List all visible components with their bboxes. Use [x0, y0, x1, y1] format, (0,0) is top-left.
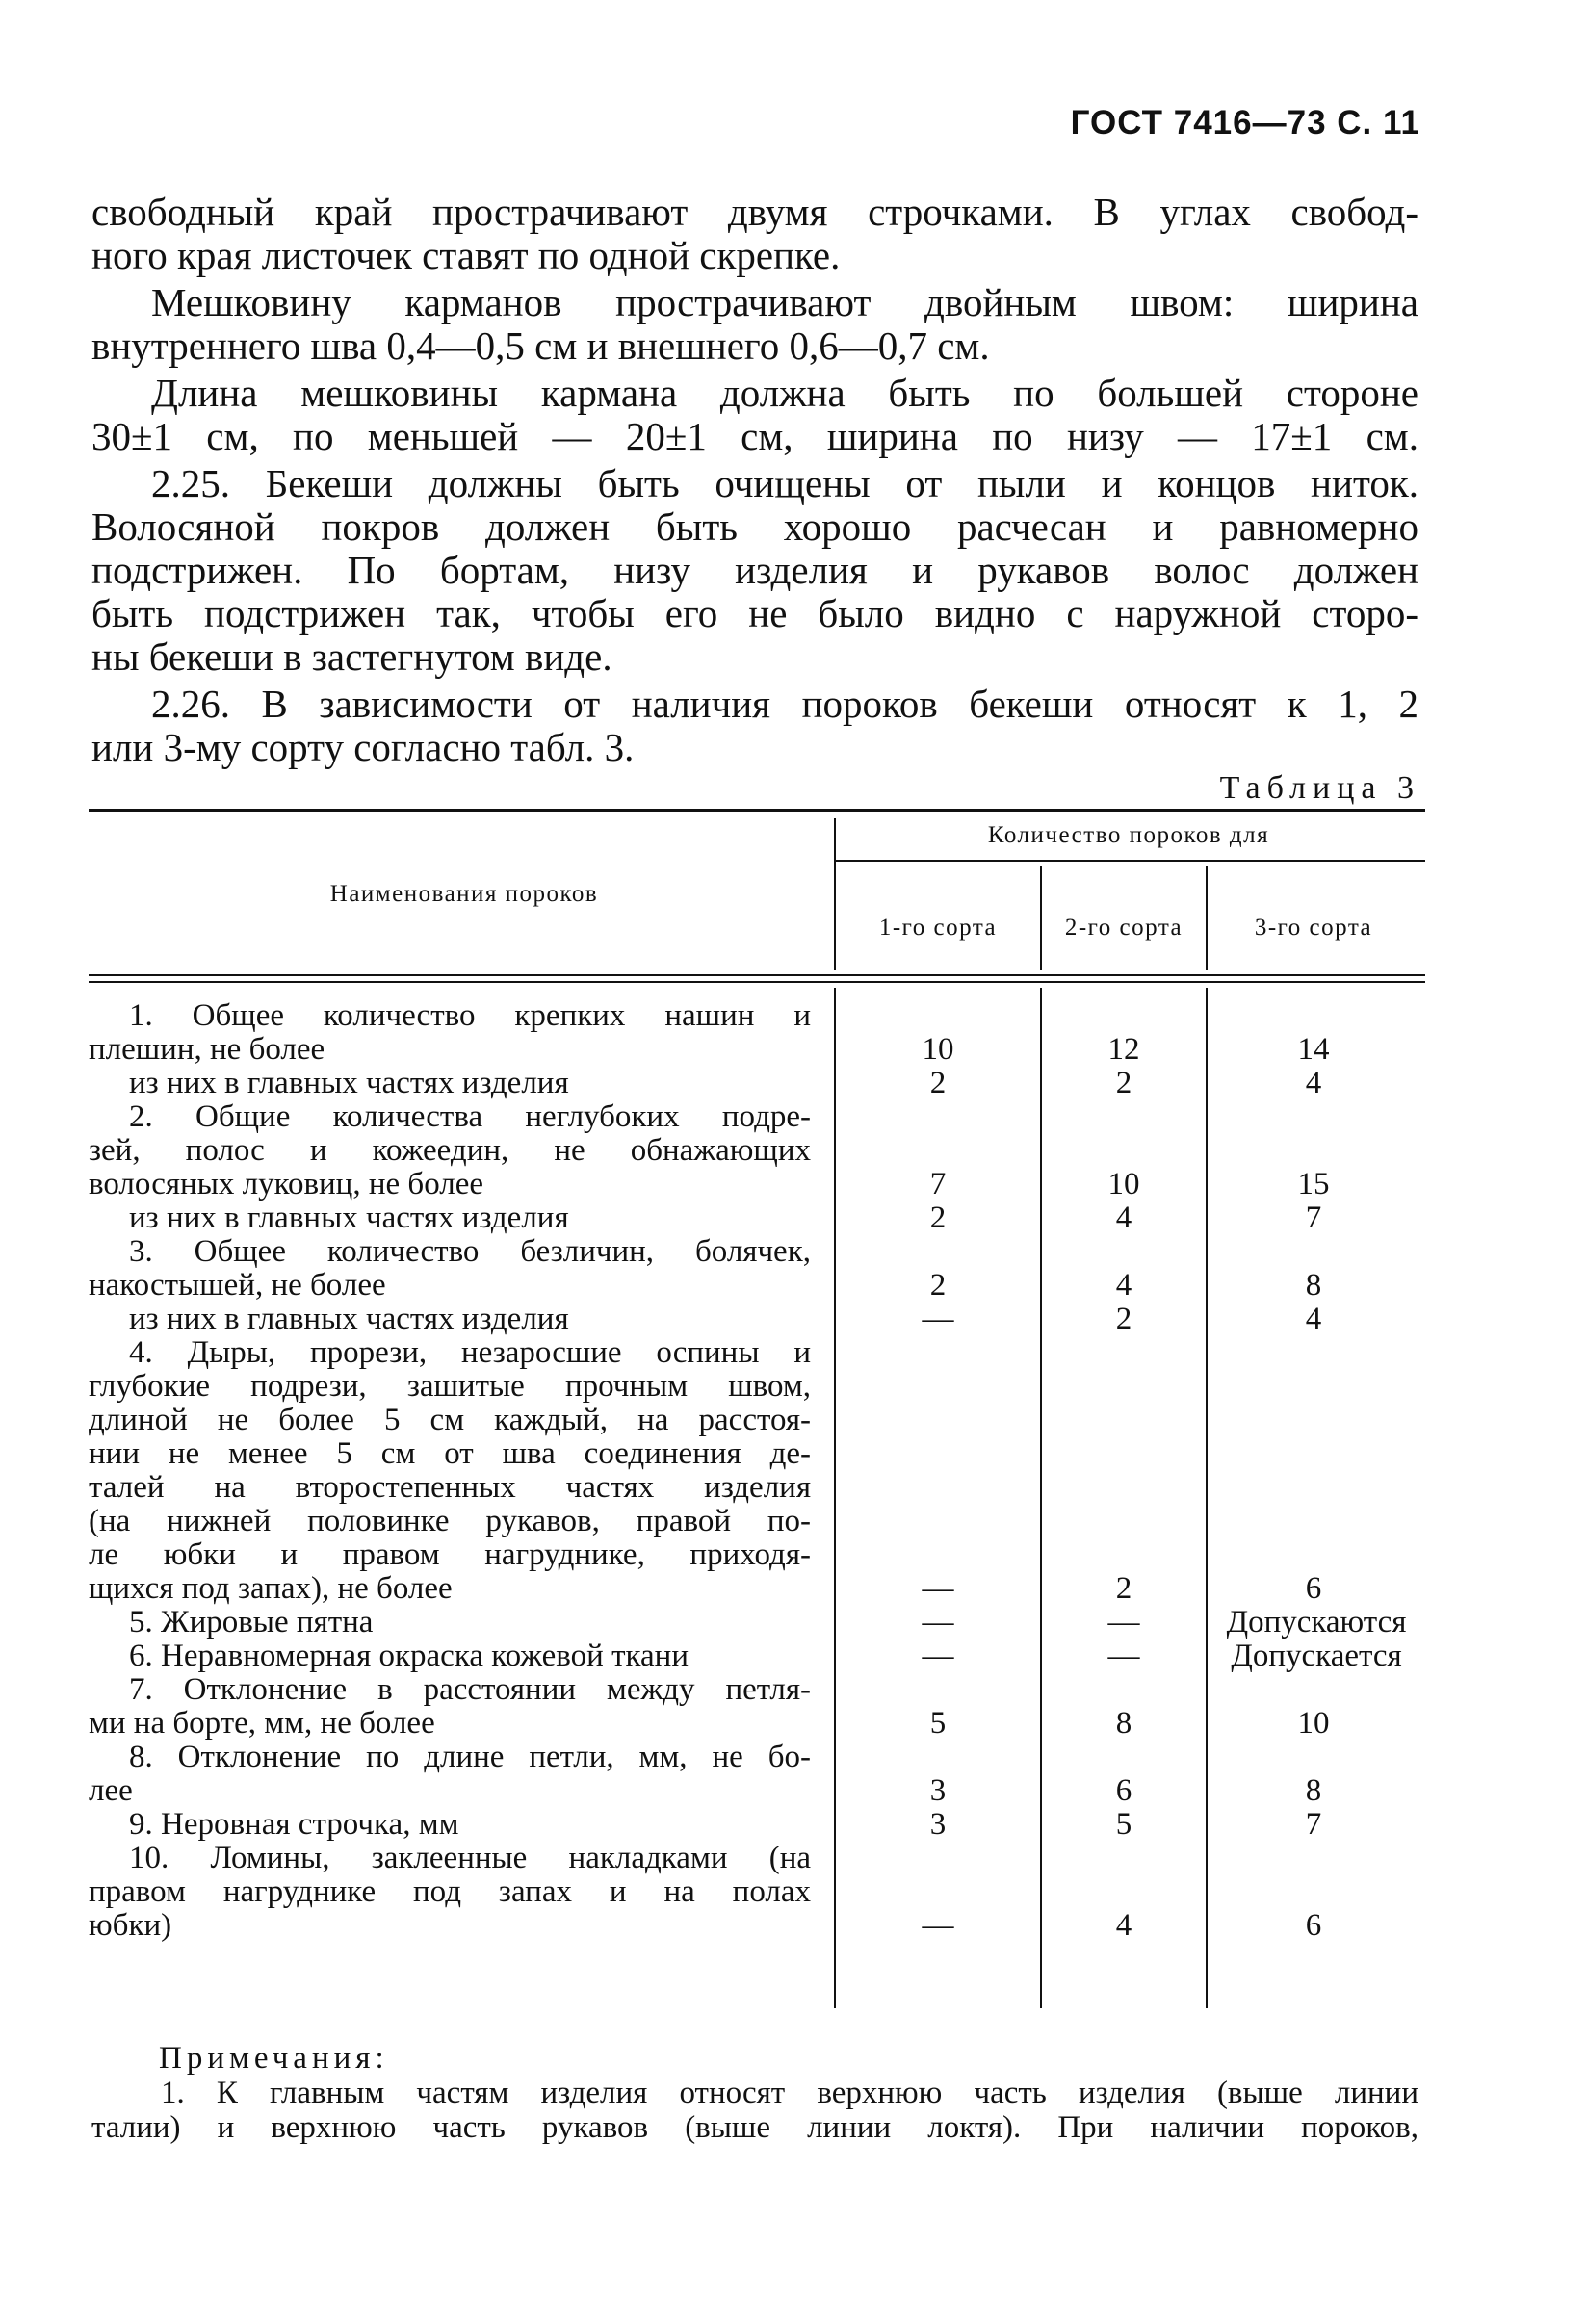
table-row: [89, 1808, 811, 1842]
paragraph: [91, 683, 1418, 769]
group-header-rule: [835, 860, 1425, 862]
table-header-rule: [89, 981, 1425, 983]
grade-3-value: 7: [1305, 1201, 1322, 1235]
row-label: 8. Отклонение по длине петли, мм, не бо-: [129, 1740, 811, 1774]
grade-1-value: 7: [929, 1167, 947, 1201]
grade-1-value: —: [922, 1605, 954, 1640]
text-line: внутреннего шва 0,4—0,5 см и внешнего 0,6—0,7 см.: [91, 323, 990, 368]
table-row: [89, 1640, 811, 1673]
header-grade-1: 1-го сорта: [878, 915, 998, 941]
note-line: талии) и верхнюю часть рукавов (выше линии локтя). При наличии пороков,: [91, 2110, 1418, 2145]
grade-3-value: Допускаются: [1226, 1605, 1407, 1640]
table-row: [89, 999, 811, 1067]
row-label: 4. Дыры, прорези, незаросшие оспины и: [129, 1335, 811, 1370]
row-label: щихся под запах), не более: [89, 1571, 453, 1606]
row-label: 10. Ломины, заклеенные накладками (на: [129, 1841, 811, 1875]
text-line: 2.26. В зависимости от наличия пороков бекеши относят к 1, 2: [151, 682, 1418, 726]
row-label: 6. Неравномерная окраска кожевой ткани: [129, 1639, 689, 1673]
table-row: [89, 1303, 811, 1336]
table-row: [89, 1673, 811, 1741]
row-label: зей, полос и кожеедин, не обнажающих: [89, 1133, 811, 1168]
grade-3-value: 15: [1297, 1167, 1330, 1201]
row-label: 3. Общее количество безличин, болячек,: [129, 1234, 811, 1269]
row-label: правом нагруднике под запах и на полах: [89, 1874, 811, 1909]
defects-table: [89, 809, 1425, 2007]
row-label: 5. Жировые пятна: [129, 1605, 374, 1640]
grade-3-value: 4: [1305, 1066, 1322, 1100]
paragraph: [91, 372, 1418, 458]
grade-3-value: 4: [1305, 1302, 1322, 1336]
grade-2-value: 2: [1115, 1302, 1132, 1336]
grade-2-value: 4: [1115, 1201, 1132, 1235]
grade-1-value: 2: [929, 1268, 947, 1303]
text-line: 30±1 см, по меньшей — 20±1 см, ширина по низу — 17±1 см.: [91, 414, 1418, 458]
note-line: 1. К главным частям изделия относят верхнюю часть изделия (выше линии: [161, 2076, 1418, 2110]
row-label: 9. Неровная строчка, мм: [129, 1807, 459, 1842]
grade-1-value: 2: [929, 1201, 947, 1235]
table-row: [89, 1842, 811, 1943]
row-label: из них в главных частях изделия: [129, 1302, 569, 1336]
grade-2-value: 6: [1115, 1773, 1132, 1808]
text-line: или 3-му сорту согласно табл. 3.: [91, 725, 635, 769]
grade-1-value: —: [922, 1639, 954, 1673]
row-label: из них в главных частях изделия: [129, 1201, 569, 1235]
table-caption: Таблица 3: [1219, 770, 1420, 806]
grade-1-value: 2: [929, 1066, 947, 1100]
row-label: 7. Отклонение в расстоянии между петля-: [129, 1672, 811, 1707]
row-label: 2. Общие количества неглубоких подре-: [129, 1099, 811, 1134]
grade-1-value: 3: [929, 1773, 947, 1808]
grade-3-value: 7: [1305, 1807, 1322, 1842]
table-row: [89, 1235, 811, 1303]
grade-2-value: 2: [1115, 1571, 1132, 1606]
text-line: ного края листочек ставят по одной скрепке.: [91, 233, 841, 277]
column-divider: [834, 818, 836, 970]
grade-3-value: Допускается: [1231, 1639, 1402, 1673]
paragraph: [91, 462, 1418, 679]
grade-1-value: —: [922, 1571, 954, 1606]
grade-2-value: 4: [1115, 1268, 1132, 1303]
grade-1-value: 3: [929, 1807, 947, 1842]
text-line: быть подстрижен так, чтобы его не было видно с наружной сторо-: [91, 591, 1418, 635]
text-line: свободный край прострачивают двумя строчками. В углах свобод-: [91, 190, 1418, 234]
text-line: ны бекеши в застегнутом виде.: [91, 634, 612, 679]
text-line: Мешковину карманов прострачивают двойным швом: ширина: [151, 280, 1418, 324]
grade-3-value: 14: [1297, 1032, 1330, 1067]
row-label: ми на борте, мм, не более: [89, 1706, 435, 1741]
notes-title: Примечания:: [159, 2041, 389, 2076]
row-label: из них в главных частях изделия: [129, 1066, 569, 1100]
column-divider: [1206, 988, 1208, 2008]
row-label: 1. Общее количество крепких нашин и: [129, 998, 811, 1033]
body-text: [91, 191, 1418, 769]
header-grade-2: 2-го сорта: [1064, 915, 1184, 941]
row-label: плешин, не более: [89, 1032, 325, 1067]
text-line: Длина мешковины кармана должна быть по большей стороне: [151, 371, 1418, 415]
grade-2-value: 10: [1107, 1167, 1140, 1201]
row-label: глубокие подрези, зашитые прочным швом,: [89, 1369, 811, 1404]
table-top-rule: [89, 809, 1425, 812]
grade-3-value: 6: [1305, 1571, 1322, 1606]
header-grade-3: 3-го сорта: [1254, 915, 1373, 941]
grade-2-value: 2: [1115, 1066, 1132, 1100]
grade-3-value: 8: [1305, 1268, 1322, 1303]
grade-1-value: 5: [929, 1706, 947, 1741]
text-line: подстрижен. По бортам, низу изделия и рукавов волос должен: [91, 548, 1418, 592]
grade-2-value: 12: [1107, 1032, 1140, 1067]
header-defect-name: Наименования пороков: [329, 881, 599, 907]
table-row: [89, 1336, 811, 1606]
grade-2-value: 8: [1115, 1706, 1132, 1741]
row-label: волосяных луковиц, не более: [89, 1167, 484, 1201]
grade-3-value: 8: [1305, 1773, 1322, 1808]
table-row: [89, 1067, 811, 1100]
table-row: [89, 1606, 811, 1640]
column-divider: [834, 988, 836, 2008]
row-label: нии не менее 5 см от шва соединения де-: [89, 1436, 811, 1471]
row-label: (на нижней половинке рукавов, правой по-: [89, 1504, 811, 1538]
row-label: ле юбки и правом нагруднике, приходя-: [89, 1537, 811, 1572]
header-defect-count: Количество пороков для: [987, 822, 1270, 848]
table-row: [89, 1741, 811, 1808]
grade-1-value: —: [922, 1302, 954, 1336]
row-label: юбки): [89, 1908, 172, 1943]
grade-2-value: 5: [1115, 1807, 1132, 1842]
text-line: Волосяной покров должен быть хорошо расчесан и равномерно: [91, 504, 1418, 549]
page-header: ГОСТ 7416—73 С. 11: [1070, 104, 1420, 142]
grade-3-value: 10: [1297, 1706, 1330, 1741]
table-header-rule: [89, 974, 1425, 976]
row-label: лее: [89, 1773, 133, 1808]
grade-1-value: 10: [922, 1032, 954, 1067]
grade-3-value: 6: [1305, 1908, 1322, 1943]
table-row: [89, 1201, 811, 1235]
grade-2-value: —: [1107, 1639, 1140, 1673]
row-label: накостышей, не более: [89, 1268, 386, 1303]
paragraph: [91, 191, 1418, 277]
text-line: 2.25. Бекеши должны быть очищены от пыли и концов ниток.: [151, 461, 1418, 505]
column-divider: [1040, 988, 1042, 2008]
grade-2-value: —: [1107, 1605, 1140, 1640]
notes: [91, 2041, 1418, 2145]
grade-1-value: —: [922, 1908, 954, 1943]
row-label: талей на второстепенных частях изделия: [89, 1470, 811, 1505]
grade-2-value: 4: [1115, 1908, 1132, 1943]
paragraph: [91, 281, 1418, 368]
table-row: [89, 1100, 811, 1201]
row-label: длиной не более 5 см каждый, на расстоя-: [89, 1403, 811, 1437]
